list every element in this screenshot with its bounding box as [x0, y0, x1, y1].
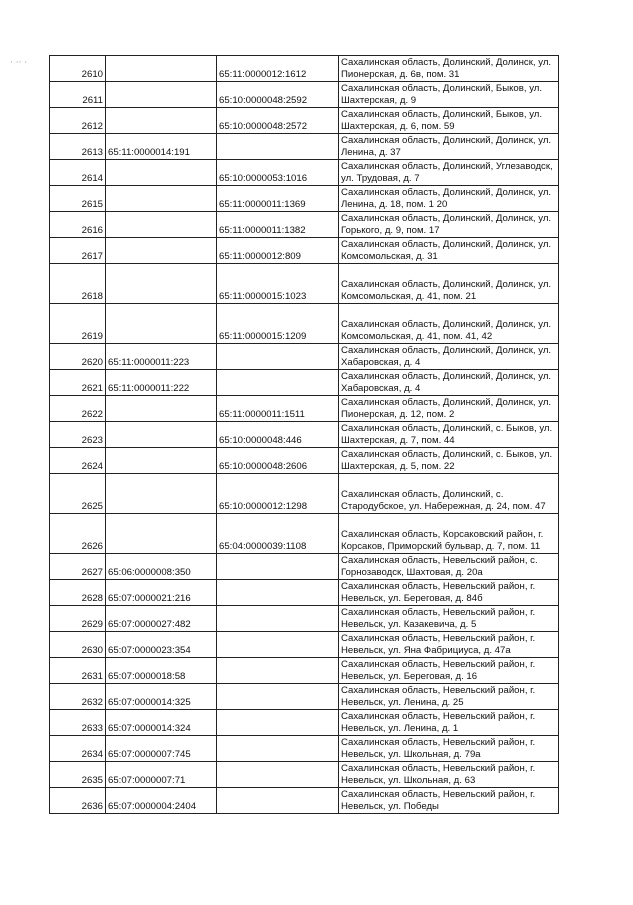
row-number: 2629: [50, 606, 106, 632]
table-row: [50, 422, 559, 448]
row-number: 2620: [50, 344, 106, 370]
cadastral-number-building: [106, 514, 217, 554]
cadastral-number-building: [106, 238, 217, 264]
address-cell: [339, 396, 559, 422]
address-line: Невельск, ул. Ленина, д. 1: [341, 723, 459, 734]
address-line: Сахалинская область, Долинский, Долинск, ул.: [341, 319, 552, 330]
cadastral-number-building: [106, 212, 217, 238]
table-row: [50, 304, 559, 344]
address-line: Сахалинская область, Долинский, с. Быков, ул.: [341, 423, 553, 434]
address-line: Сахалинская область, Невельский район, г.: [341, 581, 536, 592]
cadastral-number-premises: [217, 684, 339, 710]
cadastral-number-building: 65:07:0000023:354: [106, 632, 217, 658]
address-line: Невельск, ул. Береговая, д. 16: [341, 671, 478, 682]
address-cell: [339, 56, 559, 82]
address-line: Невельск, ул. Береговая, д. 84б: [341, 593, 483, 604]
row-number: 2613: [50, 134, 106, 160]
address-cell: [339, 632, 559, 658]
cadastral-number-premises: 65:10:0000048:2592: [217, 82, 339, 108]
address-line: Сахалинская область, Невельский район, г.: [341, 633, 536, 644]
address-cell: [339, 422, 559, 448]
address-line: Шахтерская, д. 6, пом. 59: [341, 121, 455, 132]
cadastral-number-premises: [217, 344, 339, 370]
cadastral-number-premises: 65:11:0000011:1511: [217, 396, 339, 422]
row-number: 2623: [50, 422, 106, 448]
cadastral-number-premises: [217, 736, 339, 762]
address-line: Сахалинская область, Невельский район, г.: [341, 659, 536, 670]
cadastral-number-building: 65:07:0000007:71: [106, 762, 217, 788]
cadastral-number-premises: [217, 710, 339, 736]
table-row: [50, 514, 559, 554]
row-number: 2618: [50, 264, 106, 304]
cadastral-number-building: [106, 186, 217, 212]
address-cell: [339, 514, 559, 554]
cadastral-number-premises: [217, 580, 339, 606]
cadastral-number-building: [106, 474, 217, 514]
address-line: Ленина, д. 18, пом. 1 20: [341, 199, 448, 210]
address-cell: [339, 212, 559, 238]
row-number: 2632: [50, 684, 106, 710]
cadastral-number-premises: 65:04:0000039:1108: [217, 514, 339, 554]
table-row: [50, 632, 559, 658]
address-cell: [339, 788, 559, 814]
address-cell: [339, 264, 559, 304]
address-line: Сахалинская область, Невельский район, г.: [341, 737, 536, 748]
address-cell: [339, 82, 559, 108]
cadastral-number-building: [106, 160, 217, 186]
cadastral-number-premises: 65:11:0000015:1023: [217, 264, 339, 304]
row-number: 2633: [50, 710, 106, 736]
property-registry-table: [49, 55, 559, 814]
table-row: [50, 108, 559, 134]
address-line: Ленина, д. 37: [341, 147, 401, 158]
cadastral-number-building: 65:07:0000018:58: [106, 658, 217, 684]
table-row: [50, 56, 559, 82]
address-line: Сахалинская область, Долинский, Долинск, ул.: [341, 57, 552, 68]
address-cell: [339, 304, 559, 344]
address-line: Сахалинская область, Долинский, Долинск, ул.: [341, 345, 552, 356]
cadastral-number-premises: 65:11:0000012:809: [217, 238, 339, 264]
cadastral-number-building: 65:11:0000011:222: [106, 370, 217, 396]
address-cell: [339, 710, 559, 736]
address-cell: [339, 238, 559, 264]
row-number: 2622: [50, 396, 106, 422]
row-number: 2619: [50, 304, 106, 344]
address-cell: [339, 160, 559, 186]
cadastral-number-premises: [217, 632, 339, 658]
address-line: Сахалинская область, Долинский, Долинск, ул.: [341, 213, 552, 224]
table-row: [50, 658, 559, 684]
address-line: Невельск, ул. Ленина, д. 25: [341, 697, 464, 708]
address-line: Сахалинская область, Невельский район, г.: [341, 763, 536, 774]
table-row: [50, 186, 559, 212]
address-line: Пионерская, д. 12, пом. 2: [341, 409, 455, 420]
row-number: 2624: [50, 448, 106, 474]
address-line: Комсомольская, д. 31: [341, 251, 438, 262]
address-line: Невельск, ул. Яна Фабрициуса, д. 47а: [341, 645, 511, 656]
cadastral-number-building: [106, 264, 217, 304]
cadastral-number-premises: [217, 554, 339, 580]
address-line: Шахтерская, д. 5, пом. 22: [341, 461, 455, 472]
table-row: [50, 344, 559, 370]
address-cell: [339, 658, 559, 684]
row-number: 2617: [50, 238, 106, 264]
table-row: [50, 370, 559, 396]
address-cell: [339, 606, 559, 632]
row-number: 2626: [50, 514, 106, 554]
address-line: Комсомольская, д. 41, пом. 21: [341, 291, 477, 302]
cadastral-number-premises: 65:11:0000011:1369: [217, 186, 339, 212]
address-line: Сахалинская область, Долинский, с.: [341, 489, 504, 500]
row-number: 2635: [50, 762, 106, 788]
row-number: 2615: [50, 186, 106, 212]
row-number: 2631: [50, 658, 106, 684]
address-line: Невельск, ул. Школьная, д. 63: [341, 775, 476, 786]
address-line: Сахалинская область, Невельский район, г.: [341, 789, 536, 800]
cadastral-number-building: 65:06:0000008:350: [106, 554, 217, 580]
cadastral-number-building: 65:07:0000021:216: [106, 580, 217, 606]
address-line: Сахалинская область, Невельский район, г.: [341, 685, 536, 696]
address-line: Сахалинская область, Невельский район, с.: [341, 555, 538, 566]
table-row: [50, 212, 559, 238]
table-row: [50, 580, 559, 606]
table-row: [50, 82, 559, 108]
row-number: 2634: [50, 736, 106, 762]
table-row: [50, 710, 559, 736]
table-row: [50, 448, 559, 474]
row-number: 2614: [50, 160, 106, 186]
address-cell: [339, 344, 559, 370]
cadastral-number-building: [106, 422, 217, 448]
registry-body: [50, 56, 559, 814]
cadastral-number-building: 65:07:0000014:324: [106, 710, 217, 736]
row-number: 2630: [50, 632, 106, 658]
cadastral-number-premises: 65:10:0000048:446: [217, 422, 339, 448]
address-cell: [339, 186, 559, 212]
cadastral-number-building: 65:07:0000004:2404: [106, 788, 217, 814]
address-line: Сахалинская область, Невельский район, г.: [341, 711, 536, 722]
table-row: [50, 762, 559, 788]
address-line: Корсаков, Приморский бульвар, д. 7, пом. 11: [341, 541, 541, 552]
cadastral-number-building: 65:07:0000014:325: [106, 684, 217, 710]
table-row: [50, 238, 559, 264]
table-row: [50, 554, 559, 580]
cadastral-number-premises: 65:11:0000015:1209: [217, 304, 339, 344]
row-number: 2621: [50, 370, 106, 396]
cadastral-number-building: [106, 396, 217, 422]
address-line: Невельск, ул. Школьная, д. 79а: [341, 749, 481, 760]
cadastral-number-building: [106, 304, 217, 344]
address-cell: [339, 762, 559, 788]
cadastral-number-premises: [217, 762, 339, 788]
address-line: Сахалинская область, Долинский, Долинск, ул.: [341, 135, 552, 146]
address-line: Пионерская, д. 6в, пом. 31: [341, 69, 460, 80]
cadastral-number-premises: 65:10:0000012:1298: [217, 474, 339, 514]
address-line: Горнозаводск, Шахтовая, д. 20а: [341, 567, 483, 578]
table-row: [50, 606, 559, 632]
row-number: 2616: [50, 212, 106, 238]
table-row: [50, 788, 559, 814]
address-line: Сахалинская область, Долинский, с. Быков, ул.: [341, 449, 553, 460]
cadastral-number-premises: [217, 370, 339, 396]
cadastral-number-premises: [217, 788, 339, 814]
table-row: [50, 474, 559, 514]
address-line: Невельск, ул. Казакевича, д. 5: [341, 619, 477, 630]
address-line: Комсомольская, д. 41, пом. 41, 42: [341, 331, 493, 342]
address-cell: [339, 684, 559, 710]
row-number: 2611: [50, 82, 106, 108]
address-line: Сахалинская область, Долинский, Долинск, ул.: [341, 371, 552, 382]
cadastral-number-building: 65:11:0000011:223: [106, 344, 217, 370]
address-line: Сахалинская область, Долинский, Углезаводск,: [341, 161, 553, 172]
cadastral-number-premises: 65:10:0000053:1016: [217, 160, 339, 186]
address-line: Сахалинская область, Невельский район, г.: [341, 607, 536, 618]
address-line: Шахтерская, д. 9: [341, 95, 417, 106]
address-cell: [339, 134, 559, 160]
address-line: Хабаровская, д. 4: [341, 357, 421, 368]
address-line: Сахалинская область, Долинский, Долинск, ул.: [341, 187, 552, 198]
row-number: 2636: [50, 788, 106, 814]
address-cell: [339, 108, 559, 134]
row-number: 2627: [50, 554, 106, 580]
cadastral-number-building: [106, 82, 217, 108]
cadastral-number-premises: 65:11:0000011:1382: [217, 212, 339, 238]
row-number: 2625: [50, 474, 106, 514]
address-line: Невельск, ул. Победы: [341, 801, 439, 812]
cadastral-number-premises: 65:10:0000048:2572: [217, 108, 339, 134]
address-cell: [339, 554, 559, 580]
address-line: Шахтерская, д. 7, пом. 44: [341, 435, 455, 446]
cadastral-number-premises: [217, 134, 339, 160]
cadastral-number-building: 65:11:0000014:191: [106, 134, 217, 160]
row-number: 2628: [50, 580, 106, 606]
address-line: Хабаровская, д. 4: [341, 383, 421, 394]
cadastral-number-building: 65:07:0000027:482: [106, 606, 217, 632]
cadastral-number-building: [106, 108, 217, 134]
address-cell: [339, 736, 559, 762]
cadastral-number-premises: 65:10:0000048:2606: [217, 448, 339, 474]
address-line: Сахалинская область, Долинский, Долинск, ул.: [341, 397, 552, 408]
address-cell: [339, 448, 559, 474]
cadastral-number-premises: 65:11:0000012:1612: [217, 56, 339, 82]
row-number: 2610: [50, 56, 106, 82]
address-cell: [339, 474, 559, 514]
address-line: ул. Трудовая, д. 7: [341, 173, 420, 184]
table-row: [50, 264, 559, 304]
table-row: [50, 684, 559, 710]
scan-artifact: · ·· ·: [10, 58, 28, 68]
address-line: Сахалинская область, Корсаковский район, г.: [341, 529, 544, 540]
table-row: [50, 160, 559, 186]
cadastral-number-building: 65:07:0000007:745: [106, 736, 217, 762]
cadastral-number-premises: [217, 658, 339, 684]
address-cell: [339, 580, 559, 606]
cadastral-number-building: [106, 56, 217, 82]
table-row: [50, 736, 559, 762]
address-line: Сахалинская область, Долинский, Быков, ул.: [341, 83, 543, 94]
address-line: Горького, д. 9, пом. 17: [341, 225, 440, 236]
table-row: [50, 396, 559, 422]
address-line: Сахалинская область, Долинский, Долинск, ул.: [341, 239, 552, 250]
cadastral-number-building: [106, 448, 217, 474]
address-line: Сахалинская область, Долинский, Долинск, ул.: [341, 279, 552, 290]
address-cell: [339, 370, 559, 396]
address-line: Стародубское, ул. Набережная, д. 24, пом. 47: [341, 501, 546, 512]
cadastral-number-premises: [217, 606, 339, 632]
row-number: 2612: [50, 108, 106, 134]
address-line: Сахалинская область, Долинский, Быков, ул.: [341, 109, 543, 120]
table-row: [50, 134, 559, 160]
